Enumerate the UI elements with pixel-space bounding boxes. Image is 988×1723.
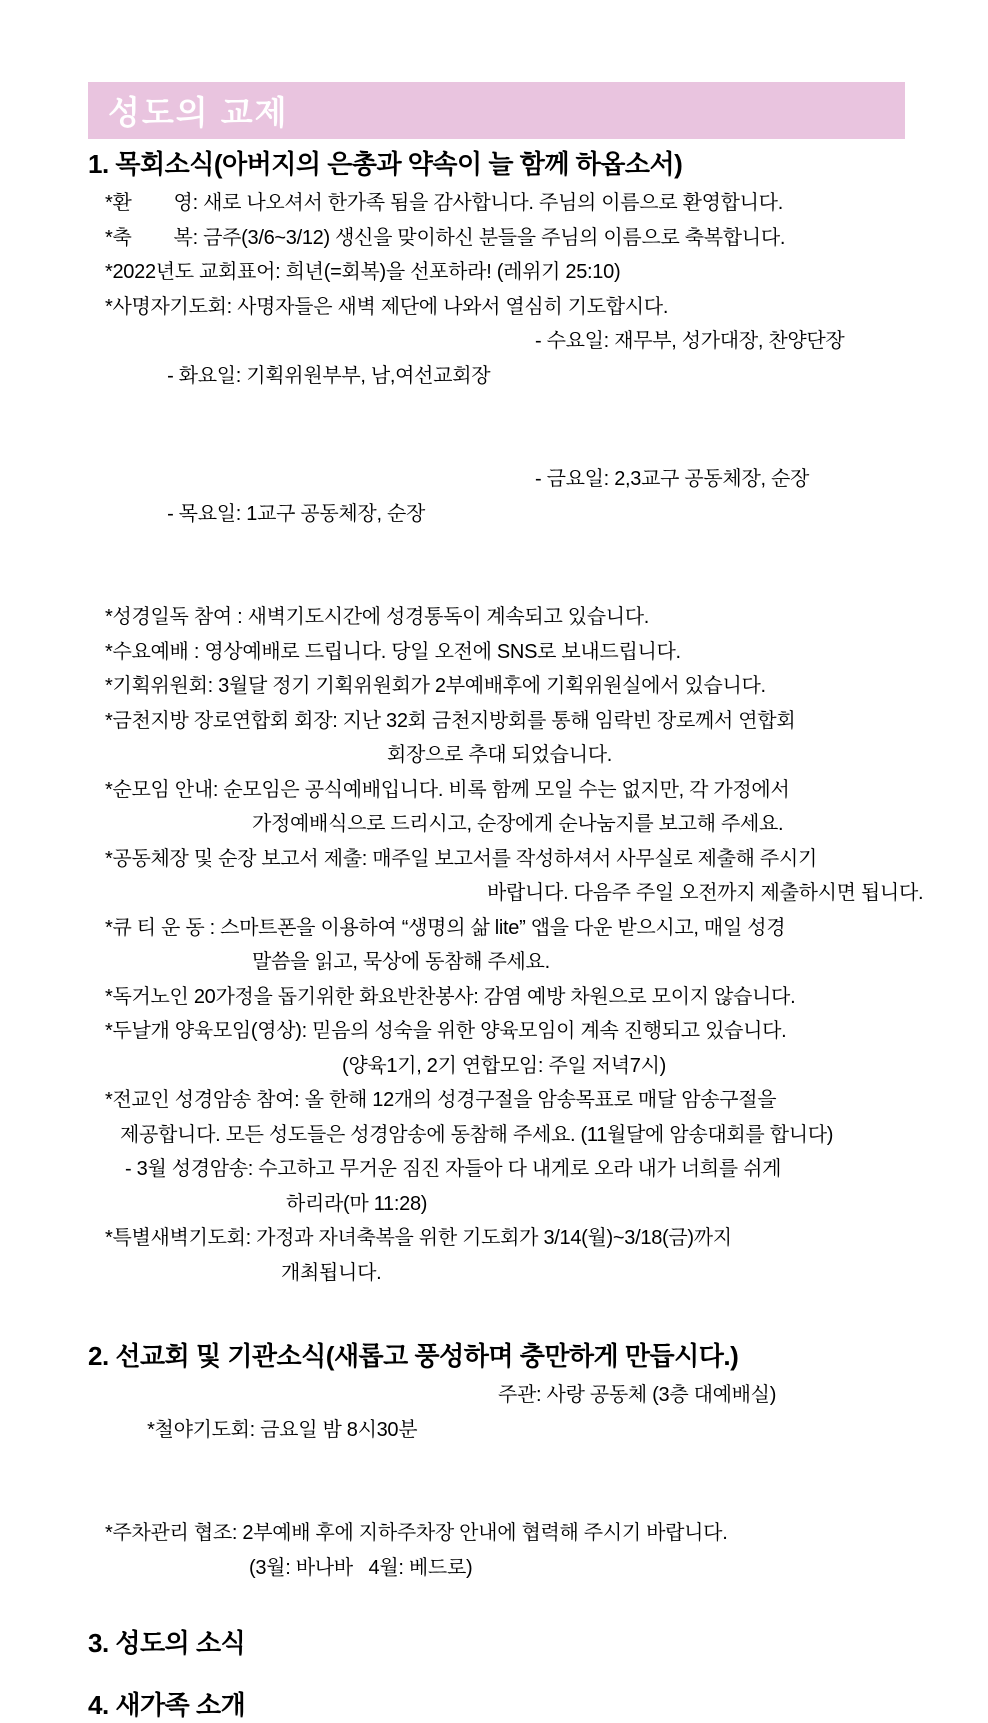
fellowship-banner [88,82,905,139]
item-soon-meeting-cont: 가정예배식으로 드리시고, 순장에게 순나눔지를 보고해 주세요. [252,813,784,835]
item-bible-memorization: *전교인 성경암송 참여: 올 한해 12개의 성경구절을 암송목표로 매달 암송구절을 [105,1089,777,1111]
overnight-prayer-time: *철야기도회: 금요일 밤 8시30분 [147,1418,418,1441]
prayer-wednesday: - 수요일: 재무부, 성가대장, 찬양단장 [535,330,845,352]
item-planning-committee: *기획위원회: 3월달 정기 기획위원회가 2부예배후에 기획위원실에서 있습니다. [105,675,766,697]
item-wednesday-service: *수요예배 : 영상예배로 드립니다. 당일 오전에 SNS로 보내드립니다. [105,640,681,663]
prayer-friday: - 금요일: 2,3교구 공동체장, 순장 [535,468,810,490]
item-prayer-tue-wed [125,324,988,462]
item-qt-movement: *큐 티 운 동 : 스마트폰을 이용하여 “생명의 삶 lite” 앱을 다운 받으시고, 매일 성경 [105,916,786,939]
item-special-dawn-prayer-cont: 개최됩니다. [281,1261,382,1284]
overnight-prayer-host: 주관: 사랑 공동체 (3층 대예배실) [498,1384,777,1406]
item-bible-memorization-cont: 제공합니다. 모든 성도들은 성경암송에 동참해 주세요. (11월달에 암송대회를 합니다) [120,1123,834,1146]
item-prayer-thu-fri [125,462,988,600]
item-soon-meeting: *순모임 안내: 순모임은 공식예배입니다. 비록 함께 모일 수는 없지만, 각 가정에서 [105,778,790,801]
section-1-heading: 1. 목회소식(아버지의 은총과 약속이 늘 함께 하옵소서) [88,149,683,179]
prayer-tuesday: - 화요일: 기획위원부부, 남,여선교회장 [167,364,491,387]
item-elderly-meal-service: *독거노인 20가정을 돕기위한 화요반찬봉사: 감염 예방 차원으로 모이지 않습니다. [105,985,796,1008]
item-elders-association: *금천지방 장로연합회 회장: 지난 32회 금천지방회를 통해 임락빈 장로께서 연합회 [105,709,796,732]
item-elders-association-cont: 회장으로 추대 되었습니다. [387,744,612,766]
item-parking-management-cont: (3월: 바나바 4월: 베드로) [249,1556,473,1579]
item-nurture-meeting: *두날개 양육모임(영상): 믿음의 성숙을 위한 양육모임이 계속 진행되고 있습니다. [105,1020,787,1042]
item-parking-management: *주차관리 협조: 2부예배 후에 지하주차장 안내에 협력해 주시기 바랍니다. [105,1522,728,1544]
section-1-items [88,186,988,1290]
item-mission-prayer-meeting: *사명자기도회: 사명자들은 새벽 제단에 나와서 열심히 기도합시다. [105,295,669,318]
item-qt-movement-cont: 말씀을 읽고, 묵상에 동참해 주세요. [252,951,550,973]
item-overnight-prayer [105,1378,988,1516]
item-church-motto: *2022년도 교회표어: 희년(=회복)을 선포하라! (레위기 25:10) [105,261,621,283]
item-bible-reading: *성경일독 참여 : 새벽기도시간에 성경통독이 계속되고 있습니다. [105,606,650,628]
prayer-thursday: - 목요일: 1교구 공동체장, 순장 [167,502,426,525]
item-march-memory-verse-cont: 하리라(마 11:28) [286,1192,428,1215]
section-2-heading: 2. 선교회 및 기관소식(새롭고 풍성하며 충만하게 만듭시다.) [88,1341,739,1371]
item-welcome: *환 영: 새로 나오셔서 한가족 됨을 감사합니다. 주님의 이름으로 환영합니다. [105,192,783,214]
item-special-dawn-prayer: *특별새벽기도회: 가정과 자녀축복을 위한 기도회가 3/14(월)~3/18(금)까지 [105,1227,732,1249]
section-2-items [88,1378,988,1585]
item-blessing: *축 복: 금주(3/6~3/12) 생신을 맞이하신 분들을 주님의 이름으로 축복합니다. [105,226,786,249]
section-4-heading: 4. 새가족 소개 [88,1690,246,1720]
item-nurture-meeting-cont: (양육1기, 2기 연합모임: 주일 저녁7시) [342,1054,666,1077]
item-march-memory-verse: - 3월 성경암송: 수고하고 무거운 짐진 자들아 다 내게로 오라 내가 너희를 쉬게 [125,1158,782,1180]
item-report-submission-cont: 바랍니다. 다음주 주일 오전까지 제출하시면 됩니다. [487,882,924,904]
item-report-submission: *공동체장 및 순장 보고서 제출: 매주일 보고서를 작성하셔서 사무실로 제출해 주시기 [105,847,817,870]
banner-title: 성도의 교제 [108,94,289,131]
section-3-heading: 3. 성도의 소식 [88,1628,246,1658]
